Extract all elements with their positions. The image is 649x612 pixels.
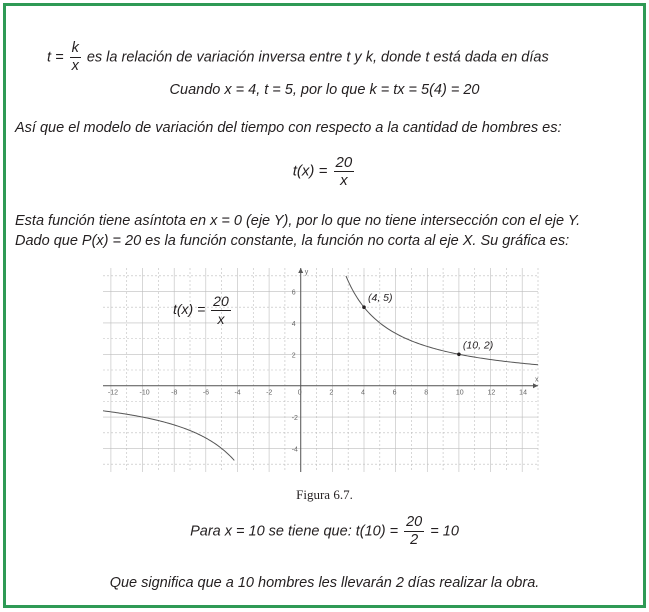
x-tick-label: 8 <box>424 389 429 397</box>
data-point <box>457 353 461 357</box>
y-tick-label: 6 <box>291 289 296 297</box>
x-axis-label: x <box>535 376 539 384</box>
curve-positive-branch <box>346 276 538 365</box>
no-x-intercept-text: Dado que P(x) = 20 es la función constante, la función no corta al eje X. Su gráfica es: <box>15 233 570 249</box>
evaluation-numerator: 20 <box>406 514 423 530</box>
data-point <box>362 305 366 309</box>
x-tick-label: -12 <box>107 389 119 397</box>
evaluation-fraction <box>404 514 424 549</box>
x-tick-label: -2 <box>266 389 273 397</box>
x-tick-label: -6 <box>202 389 210 397</box>
fraction-numerator: k <box>71 40 79 56</box>
inset-formula <box>173 293 233 328</box>
model-lhs: t(x) = <box>292 162 328 180</box>
inset-denominator: x <box>217 311 225 327</box>
grid <box>103 268 538 472</box>
data-point-label: (4, 5) <box>368 292 393 305</box>
inset-numerator: 20 <box>213 293 229 309</box>
data-point-label: (10, 2) <box>462 339 494 352</box>
model-intro: Así que el modelo de variación del tiempo con respecto a la cantidad de hombres es: <box>15 120 562 136</box>
y-axis-label: y <box>304 269 309 276</box>
y-tick-label: 2 <box>291 352 296 360</box>
evaluation-line <box>0 514 649 549</box>
x-tick-label: 10 <box>455 389 464 397</box>
equals-sign: = <box>55 49 64 66</box>
x-tick-label: -4 <box>234 389 241 397</box>
inset-lhs: t(x) = <box>173 301 206 318</box>
y-tick-label: -2 <box>291 415 298 423</box>
x-tick-label: 2 <box>329 389 334 397</box>
asymptote-text: Esta función tiene asíntota en x = 0 (eje Y), por lo que no tiene intersección con el eje Y. <box>15 213 581 229</box>
fraction-denominator: x <box>71 58 79 74</box>
y-tick-label: -4 <box>291 446 298 454</box>
x-axis-arrow <box>533 383 538 388</box>
x-tick-label: 14 <box>519 389 527 397</box>
x-tick-label: -8 <box>171 389 178 397</box>
figure-caption: Figura 6.7. <box>296 487 353 502</box>
y-axis-arrow <box>298 268 303 273</box>
evaluation-text: Para x = 10 se tiene que: <box>190 523 352 540</box>
x-tick-label: 0 <box>297 389 302 397</box>
x-tick-label: 12 <box>487 389 496 397</box>
conclusion-text: Que significa que a 10 hombres les llevarán 2 días realizar la obra. <box>109 575 540 591</box>
inset-fraction <box>211 293 231 328</box>
var-t: t <box>47 49 52 66</box>
x-tick-label: 4 <box>361 389 365 397</box>
definition-text: es la relación de variación inversa entre t y k, donde t está dada en días <box>86 49 549 66</box>
x-tick-label: -10 <box>139 389 150 397</box>
model-denominator: x <box>340 172 348 189</box>
curve-negative-branch <box>103 411 234 461</box>
constant-calculation: Cuando x = 4, t = 5, por lo que k = tx = 5(4) = 20 <box>169 82 480 98</box>
evaluation-lhs: t(10) = <box>355 523 399 540</box>
evaluation-result: = 10 <box>430 523 459 540</box>
x-tick-label: 6 <box>392 389 397 397</box>
y-tick-label: 4 <box>291 320 296 328</box>
evaluation-denominator: 2 <box>410 532 419 548</box>
model-numerator: 20 <box>335 154 353 171</box>
